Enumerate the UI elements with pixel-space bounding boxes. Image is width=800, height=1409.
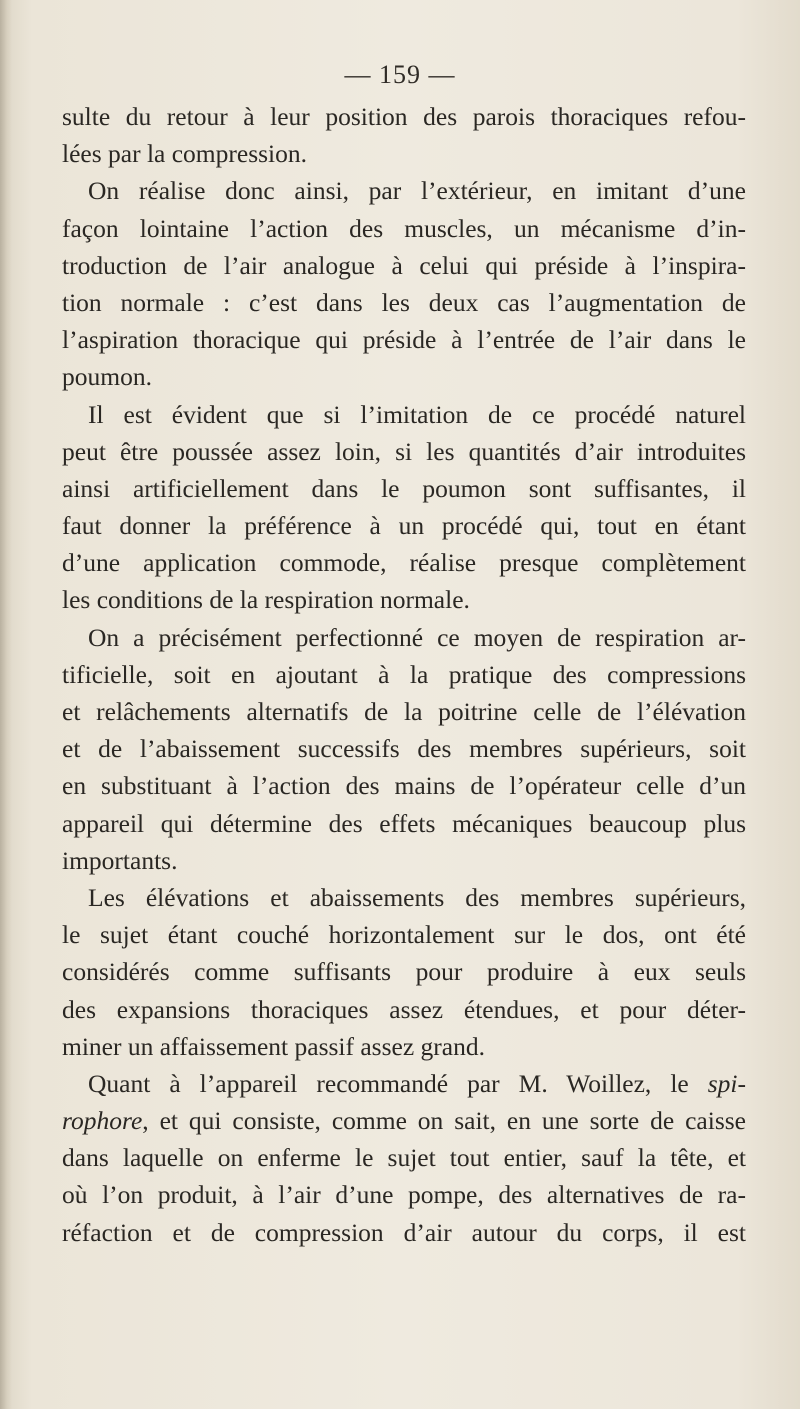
italic-term: rophore xyxy=(62,1106,143,1136)
text-line: poumon. xyxy=(62,362,152,392)
text-line: des expansions thoraciques assez étendues, et pour déter- xyxy=(62,994,746,1024)
text-line: l’aspiration thoracique qui préside à l’entrée de l’air dans le xyxy=(62,325,746,355)
text-line: appareil qui détermine des effets mécaniques beaucoup plus xyxy=(62,808,746,838)
text-line: sulte du retour à leur position des parois thoraciques refou- xyxy=(62,102,746,131)
text-line: dans laquelle on enferme le sujet tout entier, sauf la tête, et xyxy=(62,1143,746,1173)
text-line: le sujet étant couché horizontalement sur le dos, ont été xyxy=(62,920,746,950)
text-line: et relâchements alternatifs de la poitrine celle de l’élévation xyxy=(62,697,746,726)
text-line: peut être poussée assez loin, si les quantités d’air introduites xyxy=(62,436,746,466)
text-line: faut donner la préférence à un procédé qui, tout en étant xyxy=(62,511,746,541)
text-line: où l’on produit, à l’air d’une pompe, des alternatives de ra- xyxy=(62,1180,746,1210)
text-line: d’une application commode, réalise presque complètement xyxy=(62,548,746,578)
text-line: en substituant à l’action des mains de l’opérateur celle d’un xyxy=(62,771,746,801)
text-line: façon lointaine l’action des muscles, un mécanisme d’in- xyxy=(62,213,746,243)
paragraph-start: Les élévations et abaissements des membres supérieurs, xyxy=(88,882,746,912)
text-line: les conditions de la respiration normale. xyxy=(62,585,470,615)
binding-shadow xyxy=(0,0,12,1409)
text-line: importants. xyxy=(62,845,178,875)
text-line: réfaction et de compression d’air autour du corps, il est xyxy=(62,1217,746,1247)
page-number: — 159 — xyxy=(344,60,456,89)
text-line: miner un affaissement passif assez grand. xyxy=(62,1031,485,1061)
text-line: tion normale : c’est dans les deux cas l’augmentation de xyxy=(62,287,746,317)
text-line: ainsi artificiellement dans le poumon sont suffisantes, il xyxy=(62,473,746,503)
paragraph-start xyxy=(62,1065,746,1102)
text-line xyxy=(62,1102,746,1139)
body-text xyxy=(62,98,746,1251)
paragraph-start: Il est évident que si l’imitation de ce procédé naturel xyxy=(88,399,746,429)
paragraph-start: On réalise donc ainsi, par l’extérieur, en imitant d’une xyxy=(88,176,746,206)
text-span: Quant à l’appareil recommandé par M. Woillez, le xyxy=(88,1068,708,1098)
italic-term: spi- xyxy=(707,1068,746,1098)
paragraph-start: On a précisément perfectionné ce moyen de respiration ar- xyxy=(88,622,746,652)
text-line: et de l’abaissement successifs des membres supérieurs, soit xyxy=(62,734,746,764)
text-line: lées par la compression. xyxy=(62,139,308,169)
text-line: tificielle, soit en ajoutant à la pratique des compressions xyxy=(62,659,746,689)
text-line: considérés comme suffisants pour produire à eux seuls xyxy=(62,957,746,987)
text-span: , et qui consiste, comme on sait, en une sorte de caisse xyxy=(142,1106,746,1136)
text-line: troduction de l’air analogue à celui qui préside à l’inspira- xyxy=(62,250,746,280)
